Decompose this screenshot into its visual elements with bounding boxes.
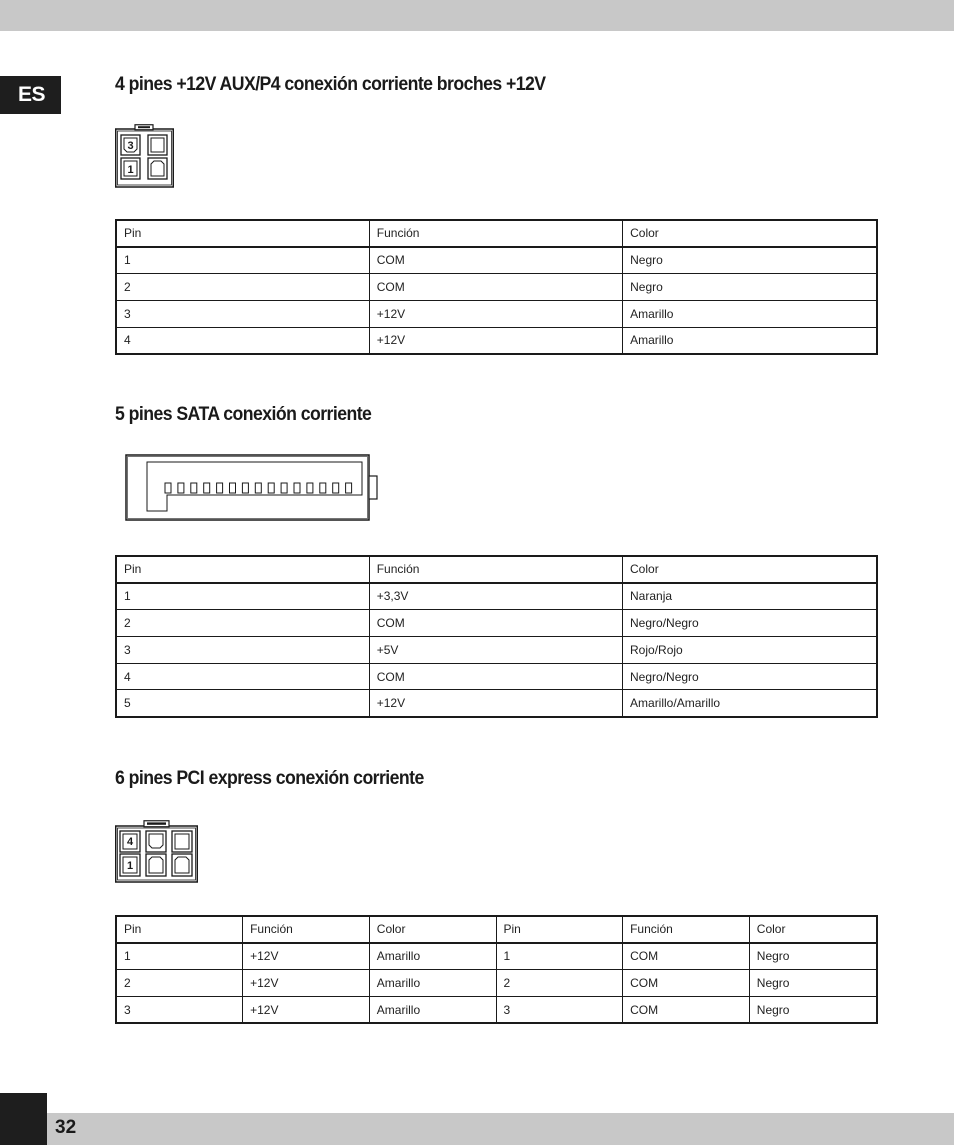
table-cell: COM xyxy=(369,247,622,274)
language-tab: ES xyxy=(0,76,61,114)
table-header-cell: Pin xyxy=(116,556,369,583)
table-cell: Negro xyxy=(749,996,877,1023)
table-header-cell: Pin xyxy=(496,916,623,943)
table-cell: +12V xyxy=(243,996,370,1023)
page-number: 32 xyxy=(55,1117,77,1138)
table-row xyxy=(116,996,877,1023)
table-cell: 1 xyxy=(116,247,369,274)
table-cell: +12V xyxy=(369,690,622,717)
table-cell: 2 xyxy=(116,610,369,637)
table-row xyxy=(116,690,877,717)
table-header-cell: Pin xyxy=(116,220,369,247)
table-cell: 3 xyxy=(116,300,369,327)
table-header-cell: Color xyxy=(749,916,877,943)
table-header-cell: Color xyxy=(623,220,877,247)
connector-label: 3 xyxy=(127,140,134,152)
table-cell: 2 xyxy=(116,274,369,301)
table-cell: 2 xyxy=(496,970,623,997)
table-row xyxy=(116,327,877,354)
table-cell: COM xyxy=(369,274,622,301)
table-cell: COM xyxy=(369,663,622,690)
table-cell: 4 xyxy=(116,663,369,690)
connector-sata-diagram xyxy=(125,454,380,522)
table-cell: COM xyxy=(623,943,750,970)
table-cell: Negro/Negro xyxy=(623,610,877,637)
sata-contact-slot xyxy=(333,483,339,493)
table-cell: COM xyxy=(623,996,750,1023)
table-cell: +5V xyxy=(369,636,622,663)
table-header-cell: Función xyxy=(369,220,622,247)
table-cell: 1 xyxy=(116,943,243,970)
table-cell: Amarillo/Amarillo xyxy=(623,690,877,717)
table-cell: 1 xyxy=(116,583,369,610)
table-row xyxy=(116,247,877,274)
connector-pcie-diagram xyxy=(115,820,200,884)
table-cell: Negro xyxy=(749,970,877,997)
sata-contact-slot xyxy=(268,483,274,493)
table-row xyxy=(116,610,877,637)
table-cell: +12V xyxy=(243,970,370,997)
table-row xyxy=(116,583,877,610)
table-header-row xyxy=(116,916,877,943)
sata-contact-slot xyxy=(178,483,184,493)
section-title-4pin: 4 pines +12V AUX/P4 conexión corriente broches +12V xyxy=(115,74,546,95)
table-cell: 3 xyxy=(496,996,623,1023)
table-header-cell: Función xyxy=(369,556,622,583)
pin-table-4pin xyxy=(115,219,878,355)
table-cell: Negro xyxy=(749,943,877,970)
table-cell: Amarillo xyxy=(623,327,877,354)
table-cell: 3 xyxy=(116,996,243,1023)
table-cell: Rojo/Rojo xyxy=(623,636,877,663)
footer-bar xyxy=(47,1113,954,1145)
table-cell: +12V xyxy=(243,943,370,970)
table-cell: +3,3V xyxy=(369,583,622,610)
table-cell: Negro xyxy=(623,247,877,274)
table-cell: 1 xyxy=(496,943,623,970)
table-cell: Negro xyxy=(623,274,877,301)
table-row xyxy=(116,970,877,997)
sata-contact-slot xyxy=(281,483,287,493)
footer-block xyxy=(0,1093,47,1145)
table-header-cell: Color xyxy=(369,916,496,943)
table-cell: +12V xyxy=(369,327,622,354)
table-cell: Amarillo xyxy=(623,300,877,327)
table-cell: 2 xyxy=(116,970,243,997)
table-header-row xyxy=(116,220,877,247)
sata-contact-slot xyxy=(255,483,261,493)
table-cell: Naranja xyxy=(623,583,877,610)
table-row xyxy=(116,663,877,690)
sata-contact-slot xyxy=(307,483,313,493)
table-header-cell: Función xyxy=(243,916,370,943)
table-header-cell: Función xyxy=(623,916,750,943)
sata-contact-slot xyxy=(165,483,171,493)
table-header-cell: Color xyxy=(623,556,877,583)
sata-contact-slot xyxy=(346,483,352,493)
table-cell: Negro/Negro xyxy=(623,663,877,690)
table-cell: Amarillo xyxy=(369,996,496,1023)
pin-table-pcie xyxy=(115,915,878,1024)
table-row xyxy=(116,636,877,663)
sata-contact-slot xyxy=(294,483,300,493)
table-cell: Amarillo xyxy=(369,970,496,997)
connector-label: 1 xyxy=(126,860,134,872)
table-header-cell: Pin xyxy=(116,916,243,943)
table-cell: 4 xyxy=(116,327,369,354)
section-title-pcie: 6 pines PCI express conexión corriente xyxy=(115,768,424,789)
table-row xyxy=(116,274,877,301)
table-cell: 5 xyxy=(116,690,369,717)
header-bar xyxy=(0,0,954,31)
sata-contact-slot xyxy=(320,483,326,493)
table-row xyxy=(116,943,877,970)
table-cell: Amarillo xyxy=(369,943,496,970)
table-cell: COM xyxy=(369,610,622,637)
connector-label: 1 xyxy=(127,164,134,176)
section-title-sata: 5 pines SATA conexión corriente xyxy=(115,404,372,425)
sata-contact-slot xyxy=(242,483,248,493)
connector-4pin-diagram xyxy=(115,124,175,189)
sata-contact-slot xyxy=(191,483,197,493)
table-cell: +12V xyxy=(369,300,622,327)
pin-table-sata xyxy=(115,555,878,718)
table-row xyxy=(116,300,877,327)
sata-contact-slot xyxy=(230,483,236,493)
sata-contact-slot xyxy=(204,483,210,493)
sata-contact-slot xyxy=(217,483,223,493)
table-header-row xyxy=(116,556,877,583)
table-cell: COM xyxy=(623,970,750,997)
table-cell: 3 xyxy=(116,636,369,663)
connector-label: 4 xyxy=(126,836,134,848)
